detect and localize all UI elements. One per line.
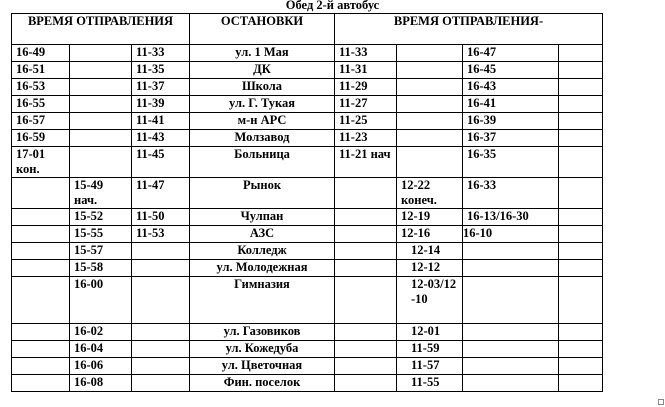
ret-time-b-cell [397, 113, 463, 130]
empty-cell [559, 260, 603, 277]
ret-time-b-cell: 11-59 [397, 341, 463, 358]
empty-cell [559, 341, 603, 358]
dep-time-c-cell: 11-43 [132, 130, 190, 147]
ret-time-c-cell: 16-39 [463, 113, 559, 130]
stop-name-cell: Школа [190, 79, 335, 96]
dep-time-c-cell: 11-33 [132, 45, 190, 62]
dep-time-b-cell [70, 45, 132, 62]
dep-time-a-cell [12, 243, 70, 260]
ret-time-b-cell [397, 62, 463, 79]
ret-time-b-cell: 12-16 [397, 226, 463, 243]
dep-time-c-cell [132, 375, 190, 392]
ret-time-c-cell [463, 243, 559, 260]
ret-time-b-cell: 12-19 [397, 209, 463, 226]
ret-time-c-cell: 16-47 [463, 45, 559, 62]
page-title: Обед 2-й автобус [285, 0, 380, 12]
dep-time-c-cell: 11-50 [132, 209, 190, 226]
stop-name-cell: АЗС [190, 226, 335, 243]
dep-time-a-cell: 16-53 [12, 79, 70, 96]
table-row [12, 277, 603, 324]
stop-name-cell: Чулпан [190, 209, 335, 226]
dep-time-b-cell [70, 79, 132, 96]
dep-time-a-cell [12, 209, 70, 226]
dep-time-a-cell [12, 260, 70, 277]
dep-time-a-cell: 16-55 [12, 96, 70, 113]
table-row [12, 45, 603, 62]
dep-time-a-cell: 17-01 кон. [12, 147, 70, 178]
dep-time-b-cell: 15-52 [70, 209, 132, 226]
dep-time-b-cell: 16-00 [70, 277, 132, 324]
ret-time-a-cell [335, 260, 397, 277]
stop-name-cell: ул. Г. Тукая [190, 96, 335, 113]
header-stops: ОСТАНОВКИ [190, 14, 335, 45]
table-row [12, 130, 603, 147]
dep-time-c-cell [132, 358, 190, 375]
empty-cell [559, 277, 603, 324]
ret-time-a-cell: 11-21 нач [335, 147, 397, 178]
ret-time-b-cell [397, 79, 463, 96]
empty-cell [559, 358, 603, 375]
ret-time-c-cell [463, 260, 559, 277]
ret-time-a-cell [335, 209, 397, 226]
empty-cell [559, 45, 603, 62]
dep-time-a-cell [12, 277, 70, 324]
ret-time-c-cell: 16-43 [463, 79, 559, 96]
ret-time-c-cell: 16-13/16-30 [463, 209, 559, 226]
dep-time-b-cell: 15-57 [70, 243, 132, 260]
ret-time-a-cell [335, 324, 397, 341]
ret-time-a-cell [335, 178, 397, 209]
ret-time-c-cell: 16-41 [463, 96, 559, 113]
ret-time-b-cell: 12-01 [397, 324, 463, 341]
dep-time-b-cell [70, 113, 132, 130]
ret-time-a-cell: 11-31 [335, 62, 397, 79]
empty-cell [559, 96, 603, 113]
dep-time-b-cell: 15-55 [70, 226, 132, 243]
ret-time-b-cell: 12-03/12-10 [397, 277, 463, 324]
ret-time-b-cell [397, 130, 463, 147]
ret-time-b-cell [397, 45, 463, 62]
header-departure-left: ВРЕМЯ ОТПРАВЛЕНИЯ [12, 14, 190, 45]
table-row [12, 178, 603, 209]
ret-time-a-cell: 11-27 [335, 96, 397, 113]
dep-time-a-cell: 16-59 [12, 130, 70, 147]
dep-time-b-cell [70, 96, 132, 113]
empty-cell [559, 375, 603, 392]
empty-cell [559, 147, 603, 178]
ret-time-b-cell: 11-55 [397, 375, 463, 392]
empty-cell [559, 226, 603, 243]
dep-time-b-cell [70, 147, 132, 178]
dep-time-a-cell [12, 358, 70, 375]
dep-time-c-cell [132, 243, 190, 260]
stop-name-cell: ул. 1 Мая [190, 45, 335, 62]
ret-time-a-cell: 11-25 [335, 113, 397, 130]
empty-cell [559, 324, 603, 341]
ret-time-a-cell [335, 243, 397, 260]
dep-time-b-cell: 16-06 [70, 358, 132, 375]
empty-cell [559, 209, 603, 226]
ret-time-b-cell: 11-57 [397, 358, 463, 375]
ret-time-a-cell: 11-23 [335, 130, 397, 147]
header-row [12, 14, 603, 45]
dep-time-c-cell [132, 324, 190, 341]
table-row [12, 358, 603, 375]
empty-cell [559, 79, 603, 96]
dep-time-a-cell [12, 375, 70, 392]
dep-time-b-cell: 15-49 нач. [70, 178, 132, 209]
dep-time-b-cell: 16-02 [70, 324, 132, 341]
dep-time-b-cell [70, 130, 132, 147]
ret-time-a-cell [335, 277, 397, 324]
dep-time-c-cell [132, 277, 190, 324]
dep-time-c-cell [132, 260, 190, 277]
stop-name-cell: м-н АРС [190, 113, 335, 130]
stop-name-cell: Фин. поселок [190, 375, 335, 392]
stop-name-cell: ДК [190, 62, 335, 79]
dep-time-a-cell: 16-49 [12, 45, 70, 62]
ret-time-a-cell [335, 226, 397, 243]
ret-time-a-cell: 11-29 [335, 79, 397, 96]
dep-time-b-cell: 16-04 [70, 341, 132, 358]
table-row [12, 113, 603, 130]
stop-name-cell: ул. Кожедуба [190, 341, 335, 358]
table-row [12, 341, 603, 358]
ret-time-a-cell [335, 358, 397, 375]
ret-time-c-cell: 16-35 [463, 147, 559, 178]
header-departure-right: ВРЕМЯ ОТПРАВЛЕНИЯ- [335, 14, 603, 45]
dep-time-a-cell: 16-51 [12, 62, 70, 79]
ret-time-c-cell [463, 375, 559, 392]
ret-time-c-cell: 16-33 [463, 178, 559, 209]
table-row [12, 79, 603, 96]
dep-time-b-cell: 15-58 [70, 260, 132, 277]
dep-time-c-cell: 11-53 [132, 226, 190, 243]
dep-time-c-cell: 11-41 [132, 113, 190, 130]
ret-time-c-cell [463, 277, 559, 324]
stop-name-cell: ул. Цветочная [190, 358, 335, 375]
stop-name-cell: Колледж [190, 243, 335, 260]
stop-name-cell: ул. Молодежная [190, 260, 335, 277]
ret-time-b-cell [397, 147, 463, 178]
empty-cell [559, 178, 603, 209]
empty-cell [559, 113, 603, 130]
dep-time-c-cell [132, 341, 190, 358]
ret-time-a-cell [335, 341, 397, 358]
ret-time-b-cell: 12-12 [397, 260, 463, 277]
dep-time-a-cell [12, 341, 70, 358]
stop-name-cell: Молзавод [190, 130, 335, 147]
empty-cell [559, 62, 603, 79]
table-row [12, 375, 603, 392]
dep-time-c-cell: 11-37 [132, 79, 190, 96]
ret-time-c-cell: 16-10 [463, 226, 559, 243]
ret-time-c-cell [463, 341, 559, 358]
stop-name-cell: Рынок [190, 178, 335, 209]
ret-time-c-cell [463, 324, 559, 341]
table-row [12, 260, 603, 277]
ret-time-b-cell: 12-14 [397, 243, 463, 260]
dep-time-b-cell: 16-08 [70, 375, 132, 392]
dep-time-c-cell: 11-45 [132, 147, 190, 178]
empty-cell [559, 243, 603, 260]
dep-time-a-cell [12, 324, 70, 341]
dep-time-a-cell [12, 226, 70, 243]
ret-time-b-cell [397, 96, 463, 113]
stop-name-cell: ул. Газовиков [190, 324, 335, 341]
ret-time-a-cell [335, 375, 397, 392]
table-row [12, 243, 603, 260]
dep-time-b-cell [70, 62, 132, 79]
empty-cell [559, 130, 603, 147]
ret-time-b-cell: 12-22 конеч. [397, 178, 463, 209]
schedule-table [11, 13, 603, 392]
dep-time-c-cell: 11-35 [132, 62, 190, 79]
table-row [12, 96, 603, 113]
stop-name-cell: Больница [190, 147, 335, 178]
table-row [12, 62, 603, 79]
ret-time-c-cell: 16-37 [463, 130, 559, 147]
dep-time-a-cell [12, 178, 70, 209]
table-row [12, 147, 603, 178]
ret-time-a-cell: 11-33 [335, 45, 397, 62]
table-row [12, 226, 603, 243]
dep-time-c-cell: 11-47 [132, 178, 190, 209]
ret-time-c-cell [463, 358, 559, 375]
table-row [12, 324, 603, 341]
table-resize-handle[interactable] [658, 399, 664, 405]
table-row [12, 209, 603, 226]
dep-time-a-cell: 16-57 [12, 113, 70, 130]
dep-time-c-cell: 11-39 [132, 96, 190, 113]
stop-name-cell: Гимназия [190, 277, 335, 324]
ret-time-c-cell: 16-45 [463, 62, 559, 79]
